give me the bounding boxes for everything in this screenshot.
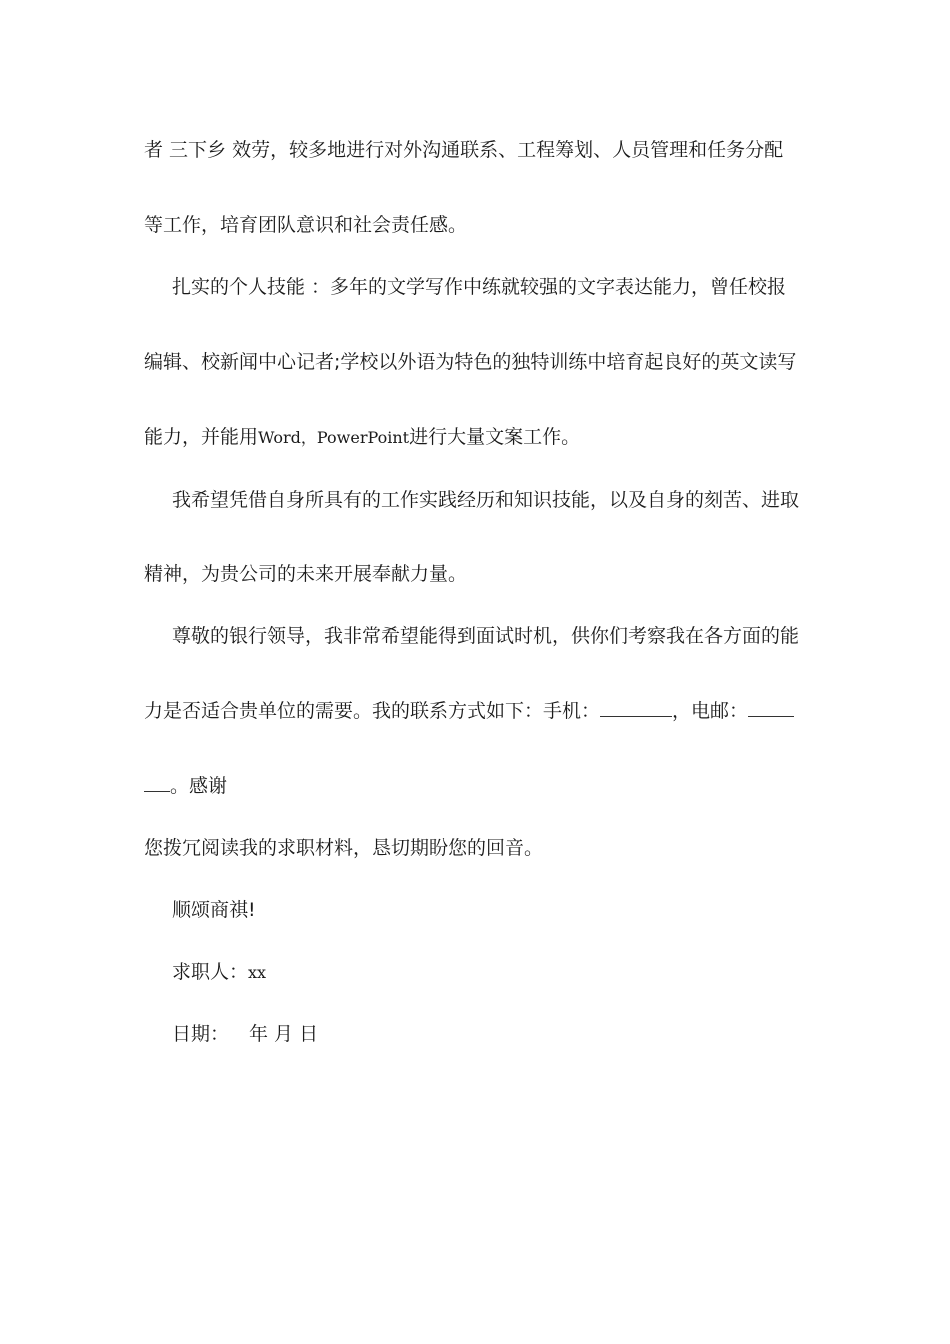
applicant-label: 求职人： [172,961,249,983]
paragraph-line: 我希望凭借自身所具有的工作实践经历和知识技能，以及自身的刻苦、进取 [172,489,800,511]
email-blank [748,700,794,717]
paragraph-line [144,699,794,723]
paragraph-text: 力是否适合贵单位的需要。我的联系方式如下：手机： [144,700,601,722]
paragraph-text: 进行大量文案工作。 [409,426,581,448]
applicant-line [172,960,266,985]
date-label: 日期： [172,1023,230,1045]
paragraph-line: 编辑、校新闻中心记者;学校以外语为特色的独特训练中培育起良好的英文读写 [144,351,797,373]
email-blank-continued [144,775,170,792]
paragraph-line: 者 三下乡 效劳，较多地进行对外沟通联系、工程筹划、人员管理和任务分配 [144,139,784,161]
paragraph-line: 尊敬的银行领导，我非常希望能得到面试时机，供你们考察我在各方面的能 [172,625,800,647]
date-line [172,1022,318,1046]
paragraph-line: 精神，为贵公司的未来开展奉献力量。 [144,563,468,585]
paragraph-line: 您拨冗阅读我的求职材料，恳切期盼您的回音。 [144,837,544,859]
date-value: 年 月 日 [249,1023,319,1045]
closing-salutation: 顺颂商祺! [172,899,256,921]
paragraph-line: 扎实的个人技能 ：多年的文学写作中练就较强的文字表达能力，曾任校报 [172,276,787,298]
phone-blank [600,700,672,717]
paragraph-line [144,774,227,798]
software-names: Word，PowerPoint [258,428,410,447]
paragraph-line: 等工作，培育团队意识和社会责任感。 [144,214,468,236]
paragraph-text: 。感谢 [170,775,228,797]
paragraph-text: ，电邮： [672,700,749,722]
applicant-name: xx [248,963,267,982]
paragraph-line [144,425,580,450]
paragraph-text: 能力，并能用 [144,426,259,448]
